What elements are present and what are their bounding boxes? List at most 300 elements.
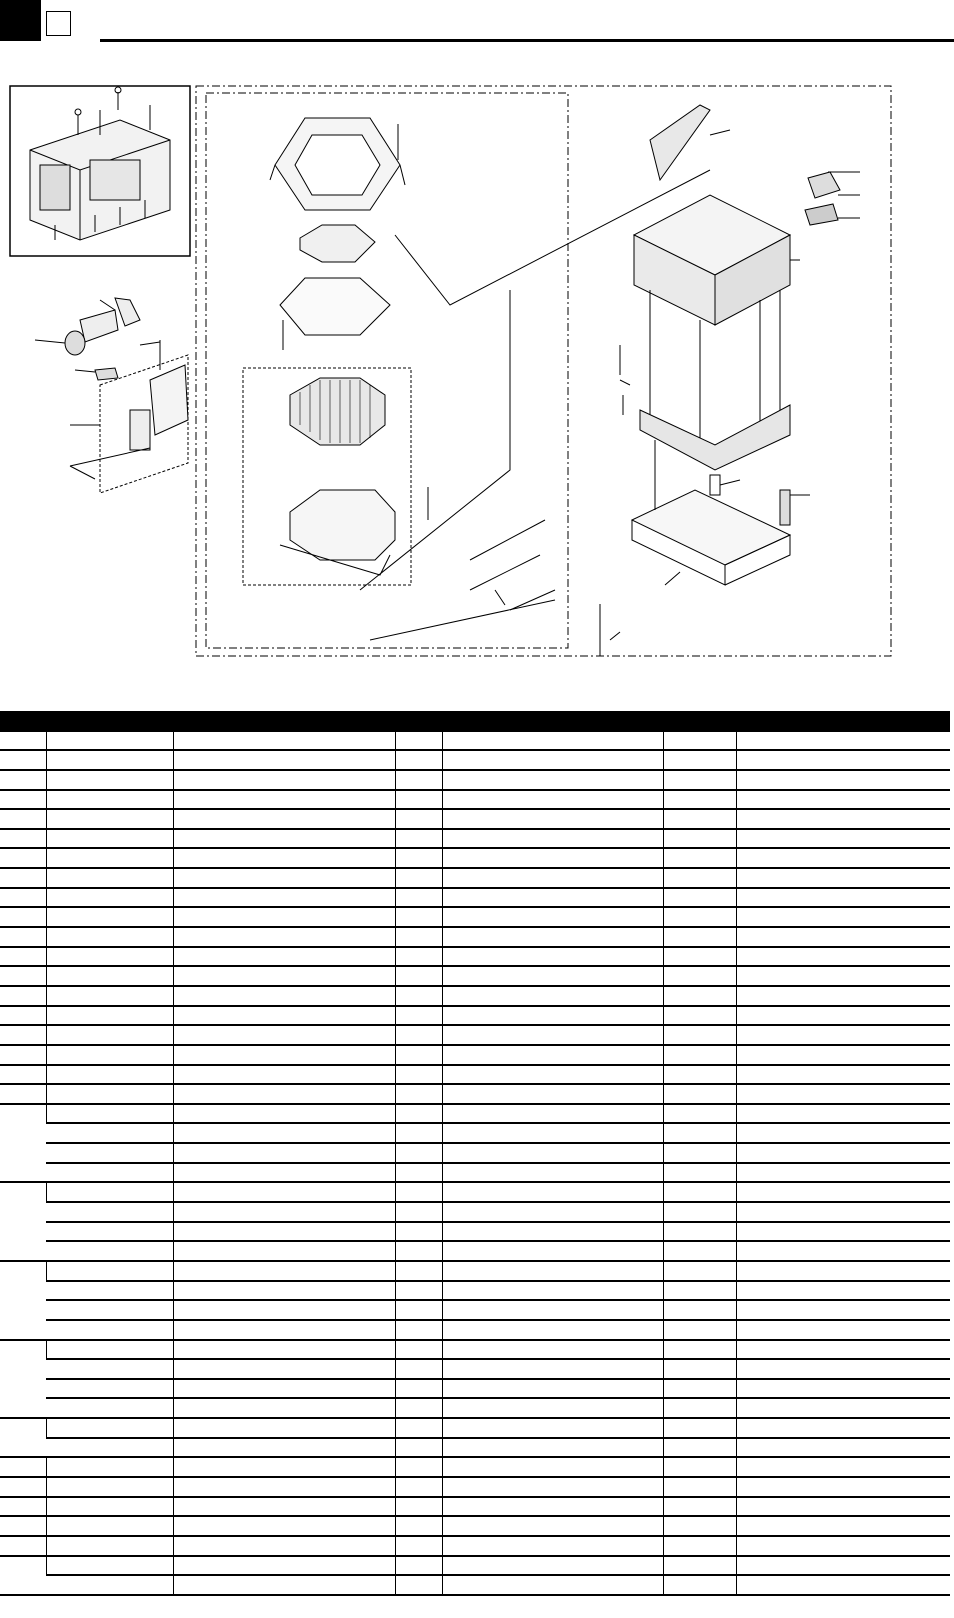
table-cell bbox=[173, 1065, 395, 1085]
table-row bbox=[0, 1398, 950, 1418]
table-cell bbox=[663, 750, 736, 770]
table-cell bbox=[395, 1575, 442, 1595]
table-row bbox=[0, 966, 950, 986]
table-row bbox=[0, 1477, 950, 1497]
table-cell bbox=[395, 1123, 442, 1143]
cell-no bbox=[0, 1025, 46, 1045]
table-cell bbox=[173, 1457, 395, 1477]
table-row bbox=[0, 1457, 950, 1477]
table-cell bbox=[442, 1025, 663, 1045]
table-cell bbox=[395, 790, 442, 810]
table-cell bbox=[173, 1222, 395, 1242]
table-row bbox=[0, 1379, 950, 1399]
table-cell bbox=[46, 1536, 173, 1556]
table-cell bbox=[442, 1065, 663, 1085]
page-section-box bbox=[46, 11, 71, 36]
table-cell bbox=[736, 1477, 950, 1497]
cell-no bbox=[0, 829, 46, 849]
table-cell bbox=[173, 1320, 395, 1340]
table-cell bbox=[395, 731, 442, 751]
table-cell bbox=[46, 1398, 173, 1418]
table-cell bbox=[442, 770, 663, 790]
table-cell bbox=[442, 790, 663, 810]
table-cell bbox=[663, 1379, 736, 1399]
table-cell bbox=[173, 1006, 395, 1026]
table-cell bbox=[736, 888, 950, 908]
table-row bbox=[0, 1222, 950, 1242]
table-cell bbox=[173, 1516, 395, 1536]
table-cell bbox=[442, 1222, 663, 1242]
table-cell bbox=[736, 1516, 950, 1536]
table-cell bbox=[736, 731, 950, 751]
table-cell bbox=[663, 1418, 736, 1438]
cell-no bbox=[0, 809, 46, 829]
cell-no bbox=[0, 1556, 46, 1595]
table-cell bbox=[442, 1300, 663, 1320]
table-cell bbox=[395, 829, 442, 849]
cell-no bbox=[0, 947, 46, 967]
table-cell bbox=[395, 888, 442, 908]
table-cell bbox=[46, 1575, 173, 1595]
table-cell bbox=[173, 1104, 395, 1124]
table-cell bbox=[46, 1418, 173, 1438]
table-cell bbox=[395, 1222, 442, 1242]
table-cell bbox=[395, 1006, 442, 1026]
table-cell bbox=[46, 1320, 173, 1340]
table-cell bbox=[736, 1575, 950, 1595]
table-cell bbox=[736, 947, 950, 967]
table-cell bbox=[395, 1497, 442, 1517]
table-cell bbox=[663, 1556, 736, 1576]
table-row bbox=[0, 1320, 950, 1340]
table-cell bbox=[736, 1457, 950, 1477]
table-cell bbox=[663, 986, 736, 1006]
cell-no bbox=[0, 1084, 46, 1104]
table-cell bbox=[442, 1123, 663, 1143]
table-cell bbox=[395, 1045, 442, 1065]
main-block-assembly bbox=[610, 105, 860, 640]
table-cell bbox=[395, 711, 442, 731]
table-cell bbox=[663, 927, 736, 947]
table-cell bbox=[663, 1222, 736, 1242]
table-cell bbox=[736, 1143, 950, 1163]
table-cell bbox=[736, 1182, 950, 1202]
cell-no bbox=[0, 1065, 46, 1085]
cell-no bbox=[0, 1536, 46, 1556]
table-cell bbox=[46, 848, 173, 868]
table-cell bbox=[46, 1497, 173, 1517]
table-cell bbox=[736, 1536, 950, 1556]
table-cell bbox=[663, 888, 736, 908]
table-cell bbox=[663, 1084, 736, 1104]
table-cell bbox=[663, 1438, 736, 1458]
table-cell bbox=[736, 1398, 950, 1418]
table-cell bbox=[395, 1320, 442, 1340]
table-cell bbox=[395, 1281, 442, 1301]
table-cell bbox=[736, 1340, 950, 1360]
table-cell bbox=[173, 1300, 395, 1320]
table-row bbox=[0, 1516, 950, 1536]
table-cell bbox=[46, 966, 173, 986]
cell-no bbox=[0, 711, 46, 731]
table-row bbox=[0, 888, 950, 908]
table-cell bbox=[663, 1261, 736, 1281]
table-cell bbox=[736, 770, 950, 790]
table-cell bbox=[442, 1575, 663, 1595]
table-cell bbox=[173, 1202, 395, 1222]
table-cell bbox=[663, 1281, 736, 1301]
table-cell bbox=[663, 1143, 736, 1163]
table-cell bbox=[173, 1123, 395, 1143]
table-cell bbox=[663, 848, 736, 868]
table-cell bbox=[736, 1418, 950, 1438]
table-cell bbox=[663, 711, 736, 731]
table-cell bbox=[736, 1045, 950, 1065]
table-cell bbox=[442, 1398, 663, 1418]
table-cell bbox=[442, 1084, 663, 1104]
table-cell bbox=[663, 809, 736, 829]
table-cell bbox=[442, 750, 663, 770]
table-row bbox=[0, 809, 950, 829]
table-cell bbox=[46, 1045, 173, 1065]
table-cell bbox=[173, 1143, 395, 1163]
table-row bbox=[0, 1104, 950, 1124]
table-cell bbox=[442, 848, 663, 868]
table-cell bbox=[395, 1556, 442, 1576]
cell-no bbox=[0, 1261, 46, 1340]
table-cell bbox=[173, 790, 395, 810]
table-cell bbox=[442, 1477, 663, 1497]
cell-no bbox=[0, 750, 46, 770]
table-cell bbox=[395, 1536, 442, 1556]
table-cell bbox=[46, 1556, 173, 1576]
table-cell bbox=[46, 731, 173, 751]
table-cell bbox=[736, 790, 950, 810]
table-cell bbox=[736, 1084, 950, 1104]
table-cell bbox=[736, 1300, 950, 1320]
table-cell bbox=[46, 711, 173, 731]
table-cell bbox=[663, 1202, 736, 1222]
table-row bbox=[0, 1281, 950, 1301]
table-cell bbox=[442, 1202, 663, 1222]
table-cell bbox=[46, 907, 173, 927]
table-cell bbox=[736, 1261, 950, 1281]
table-row bbox=[0, 1143, 950, 1163]
table-cell bbox=[46, 1340, 173, 1360]
table-cell bbox=[736, 1104, 950, 1124]
table-cell bbox=[46, 1359, 173, 1379]
table-cell bbox=[663, 1006, 736, 1026]
page-section-tab bbox=[0, 0, 41, 41]
table-cell bbox=[395, 750, 442, 770]
table-cell bbox=[46, 1182, 173, 1202]
table-cell bbox=[442, 711, 663, 731]
table-cell bbox=[173, 848, 395, 868]
table-cell bbox=[173, 888, 395, 908]
table-cell bbox=[46, 829, 173, 849]
table-row bbox=[0, 1536, 950, 1556]
table-row bbox=[0, 1418, 950, 1438]
table-cell bbox=[395, 1025, 442, 1045]
table-cell bbox=[395, 1300, 442, 1320]
cell-no bbox=[0, 790, 46, 810]
table-row bbox=[0, 868, 950, 888]
header-rule bbox=[100, 39, 954, 42]
table-row bbox=[0, 1065, 950, 1085]
cell-no bbox=[0, 1104, 46, 1183]
table-cell bbox=[46, 947, 173, 967]
table-cell bbox=[173, 1359, 395, 1379]
table-cell bbox=[442, 1418, 663, 1438]
table-cell bbox=[395, 1398, 442, 1418]
table-cell bbox=[736, 1065, 950, 1085]
table-row bbox=[0, 770, 950, 790]
table-cell bbox=[736, 1222, 950, 1242]
table-cell bbox=[736, 1202, 950, 1222]
table-cell bbox=[173, 770, 395, 790]
table-cell bbox=[46, 1006, 173, 1026]
table-cell bbox=[663, 1182, 736, 1202]
nozzle-station-assembly bbox=[196, 86, 891, 656]
table-cell bbox=[442, 1006, 663, 1026]
table-row bbox=[0, 1575, 950, 1595]
cell-no bbox=[0, 1045, 46, 1065]
table-cell bbox=[736, 1006, 950, 1026]
table-cell bbox=[442, 731, 663, 751]
table-cell bbox=[46, 1025, 173, 1045]
cell-no bbox=[0, 868, 46, 888]
table-cell bbox=[736, 1241, 950, 1261]
table-cell bbox=[663, 1104, 736, 1124]
table-cell bbox=[663, 1025, 736, 1045]
table-cell bbox=[442, 1556, 663, 1576]
cell-no bbox=[0, 1477, 46, 1497]
table-cell bbox=[395, 848, 442, 868]
table-cell bbox=[173, 731, 395, 751]
table-cell bbox=[663, 1359, 736, 1379]
table-cell bbox=[173, 1340, 395, 1360]
table-cell bbox=[663, 1045, 736, 1065]
table-row bbox=[0, 1006, 950, 1026]
table-cell bbox=[736, 711, 950, 731]
table-cell bbox=[736, 1556, 950, 1576]
cell-no bbox=[0, 966, 46, 986]
table-cell bbox=[442, 1143, 663, 1163]
table-cell bbox=[46, 1438, 173, 1458]
table-row bbox=[0, 986, 950, 1006]
table-cell bbox=[736, 1379, 950, 1399]
table-cell bbox=[663, 731, 736, 751]
table-cell bbox=[442, 888, 663, 908]
table-cell bbox=[173, 1025, 395, 1045]
table-cell bbox=[442, 907, 663, 927]
table-cell bbox=[46, 1241, 173, 1261]
table-cell bbox=[663, 1457, 736, 1477]
table-cell bbox=[46, 927, 173, 947]
table-cell bbox=[173, 868, 395, 888]
parts-list-table bbox=[0, 711, 950, 1596]
table-row bbox=[0, 731, 950, 751]
table-cell bbox=[46, 1457, 173, 1477]
table-cell bbox=[173, 1418, 395, 1438]
table-cell bbox=[173, 1261, 395, 1281]
valve-assembly bbox=[35, 298, 188, 493]
table-cell bbox=[46, 790, 173, 810]
table-cell bbox=[442, 1261, 663, 1281]
cell-no bbox=[0, 1516, 46, 1536]
table-cell bbox=[395, 809, 442, 829]
table-cell bbox=[736, 1359, 950, 1379]
table-cell bbox=[395, 1516, 442, 1536]
table-cell bbox=[663, 947, 736, 967]
cell-no bbox=[0, 770, 46, 790]
table-row bbox=[0, 1241, 950, 1261]
table-cell bbox=[395, 907, 442, 927]
cell-no bbox=[0, 1006, 46, 1026]
table-cell bbox=[442, 986, 663, 1006]
table-row bbox=[0, 1340, 950, 1360]
table-cell bbox=[663, 868, 736, 888]
table-cell bbox=[395, 770, 442, 790]
table-cell bbox=[442, 1379, 663, 1399]
table-cell bbox=[736, 750, 950, 770]
table-cell bbox=[395, 1457, 442, 1477]
table-cell bbox=[46, 1202, 173, 1222]
table-cell bbox=[736, 848, 950, 868]
table-row bbox=[0, 927, 950, 947]
table-cell bbox=[442, 1438, 663, 1458]
small-assembly-view bbox=[10, 86, 190, 256]
table-cell bbox=[736, 1320, 950, 1340]
table-cell bbox=[395, 947, 442, 967]
table-cell bbox=[395, 1182, 442, 1202]
table-row bbox=[0, 947, 950, 967]
table-cell bbox=[395, 1241, 442, 1261]
table-cell bbox=[173, 1379, 395, 1399]
table-cell bbox=[442, 809, 663, 829]
table-cell bbox=[173, 947, 395, 967]
table-row bbox=[0, 1163, 950, 1183]
table-row bbox=[0, 1084, 950, 1104]
table-cell bbox=[395, 986, 442, 1006]
table-cell bbox=[173, 1556, 395, 1576]
table-cell bbox=[442, 1359, 663, 1379]
table-cell bbox=[442, 1104, 663, 1124]
table-cell bbox=[442, 829, 663, 849]
table-cell bbox=[442, 1320, 663, 1340]
table-cell bbox=[395, 1163, 442, 1183]
table-cell bbox=[736, 927, 950, 947]
table-cell bbox=[395, 1477, 442, 1497]
cell-no bbox=[0, 986, 46, 1006]
table-cell bbox=[46, 770, 173, 790]
cell-no bbox=[0, 1457, 46, 1477]
table-cell bbox=[395, 1261, 442, 1281]
table-cell bbox=[442, 1045, 663, 1065]
table-cell bbox=[442, 1241, 663, 1261]
table-row bbox=[0, 1359, 950, 1379]
table-cell bbox=[46, 986, 173, 1006]
table-cell bbox=[173, 927, 395, 947]
table-cell bbox=[395, 966, 442, 986]
table-cell bbox=[395, 1084, 442, 1104]
table-cell bbox=[442, 1516, 663, 1536]
table-cell bbox=[736, 907, 950, 927]
table-row bbox=[0, 790, 950, 810]
table-cell bbox=[663, 966, 736, 986]
table-row bbox=[0, 1123, 950, 1143]
table-cell bbox=[173, 1497, 395, 1517]
table-cell bbox=[395, 1104, 442, 1124]
table-cell bbox=[173, 1477, 395, 1497]
table-cell bbox=[395, 868, 442, 888]
table-cell bbox=[173, 1241, 395, 1261]
table-cell bbox=[395, 1065, 442, 1085]
table-cell bbox=[173, 1536, 395, 1556]
cell-no bbox=[0, 1182, 46, 1261]
table-cell bbox=[173, 966, 395, 986]
cell-no bbox=[0, 848, 46, 868]
table-cell bbox=[736, 1123, 950, 1143]
table-cell bbox=[46, 1379, 173, 1399]
table-row bbox=[0, 829, 950, 849]
table-cell bbox=[395, 1143, 442, 1163]
table-cell bbox=[442, 1457, 663, 1477]
table-cell bbox=[395, 1202, 442, 1222]
table-cell bbox=[46, 1300, 173, 1320]
table-cell bbox=[46, 888, 173, 908]
table-cell bbox=[736, 809, 950, 829]
table-row bbox=[0, 1182, 950, 1202]
table-cell bbox=[663, 1575, 736, 1595]
table-cell bbox=[395, 1418, 442, 1438]
table-cell bbox=[442, 1182, 663, 1202]
table-cell bbox=[173, 750, 395, 770]
cell-no bbox=[0, 1418, 46, 1457]
table-cell bbox=[736, 1281, 950, 1301]
table-row bbox=[0, 848, 950, 868]
table-cell bbox=[663, 1398, 736, 1418]
table-row bbox=[0, 711, 950, 731]
table-cell bbox=[173, 809, 395, 829]
table-cell bbox=[663, 770, 736, 790]
table-cell bbox=[173, 986, 395, 1006]
cell-no bbox=[0, 888, 46, 908]
table-cell bbox=[46, 1281, 173, 1301]
table-row bbox=[0, 1300, 950, 1320]
table-cell bbox=[736, 1163, 950, 1183]
table-cell bbox=[663, 1300, 736, 1320]
table-cell bbox=[442, 1497, 663, 1517]
table-cell bbox=[46, 1123, 173, 1143]
table-row bbox=[0, 1497, 950, 1517]
cell-no bbox=[0, 1340, 46, 1419]
table-cell bbox=[46, 809, 173, 829]
table-cell bbox=[663, 1497, 736, 1517]
table-row bbox=[0, 1261, 950, 1281]
table-cell bbox=[173, 1398, 395, 1418]
table-cell bbox=[736, 1025, 950, 1045]
cell-no bbox=[0, 1497, 46, 1517]
table-cell bbox=[173, 1045, 395, 1065]
table-row bbox=[0, 1438, 950, 1458]
table-cell bbox=[736, 1497, 950, 1517]
table-cell bbox=[395, 1438, 442, 1458]
table-cell bbox=[46, 1084, 173, 1104]
table-cell bbox=[663, 1123, 736, 1143]
exploded-parts-drawing bbox=[0, 80, 954, 710]
table-cell bbox=[173, 829, 395, 849]
